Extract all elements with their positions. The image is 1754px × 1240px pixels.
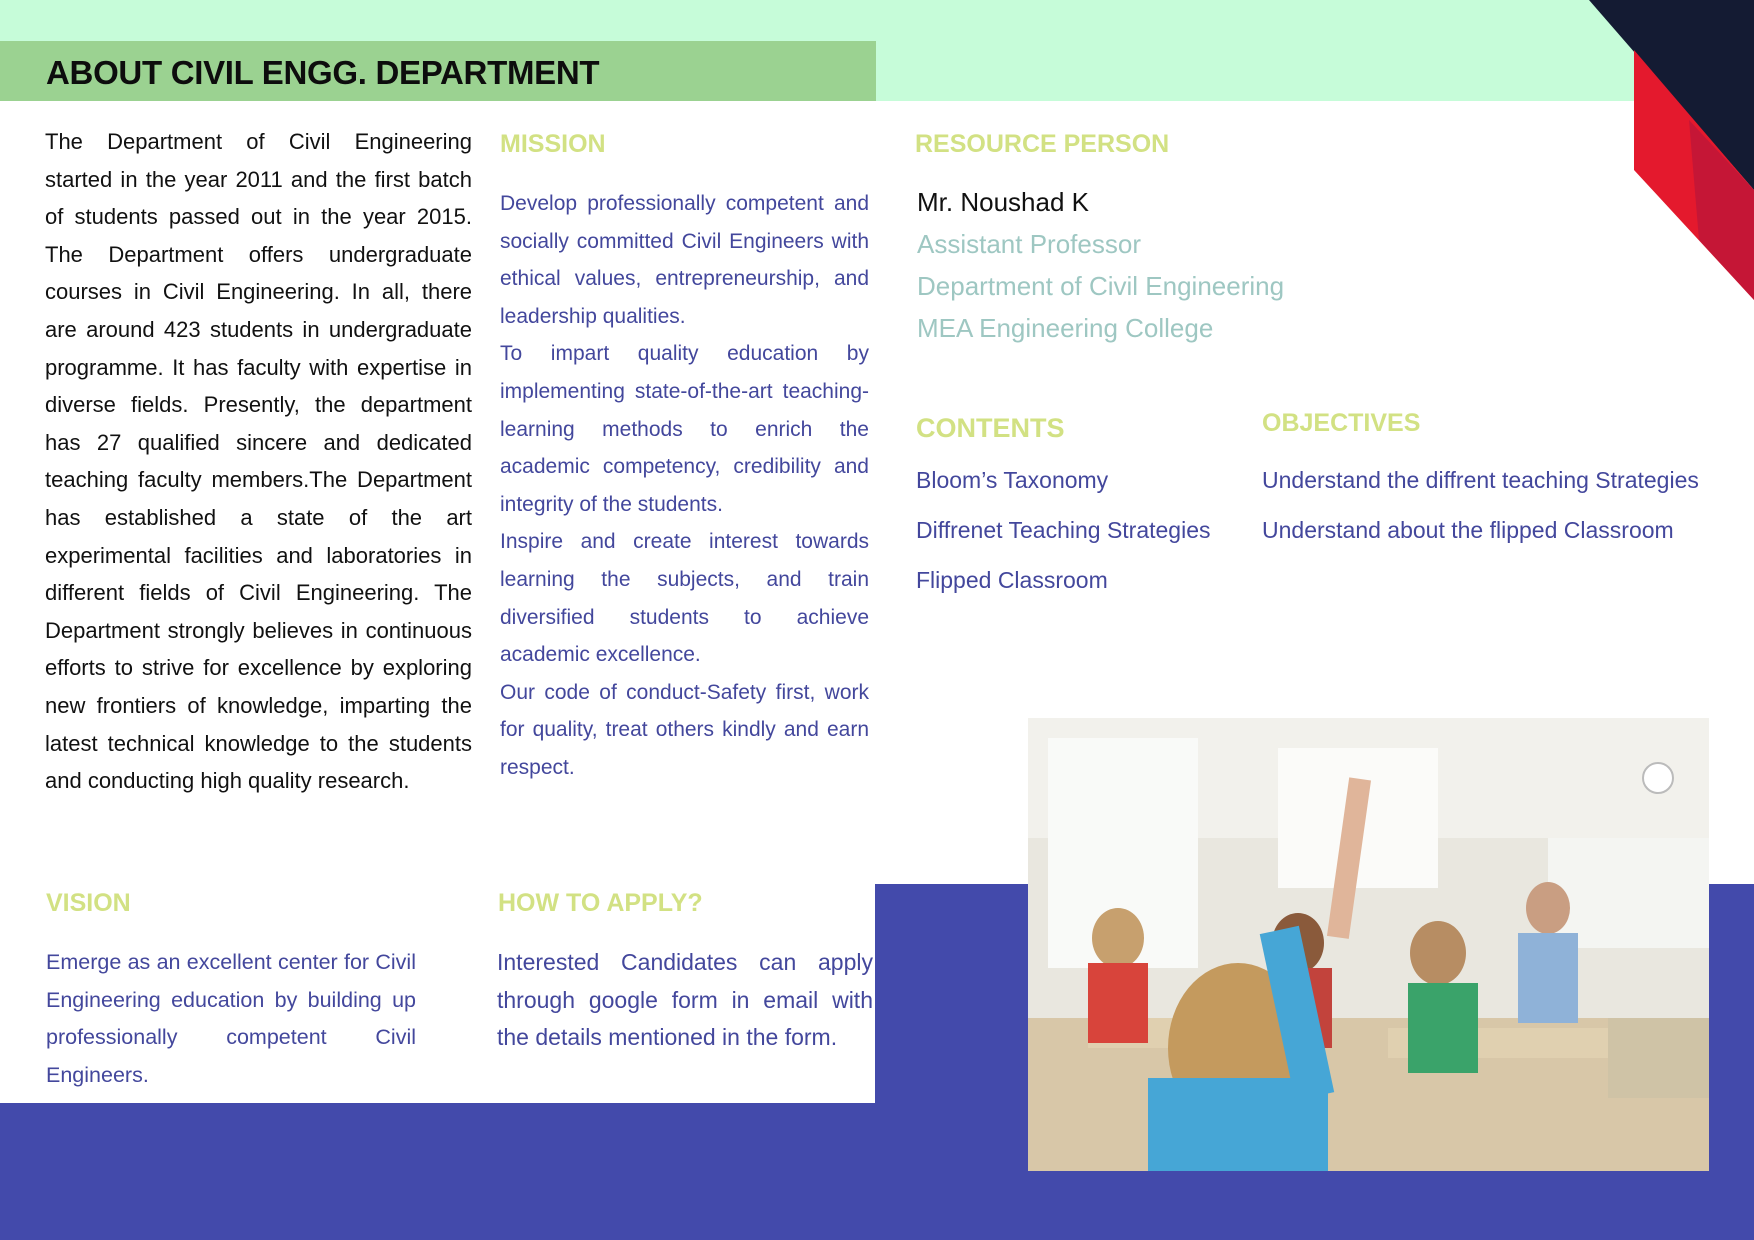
resource-person-designation: Assistant Professor [917,229,1141,259]
contents-list [916,462,1211,612]
mission-heading: MISSION [500,130,606,158]
objectives-item: Understand about the flipped Classroom [1262,517,1674,543]
mission-item: Develop professionally competent and socially committed Civil Engineers with ethical values, entrepreneurship, and leadership qualities. [500,192,869,328]
bottom-band-left [0,1103,876,1240]
objectives-item: Understand the diffrent teaching Strategies [1262,467,1699,493]
contents-item: Diffrenet Teaching Strategies [916,517,1211,543]
how-to-apply-heading: HOW TO APPLY? [498,889,703,917]
objectives-heading: OBJECTIVES [1262,409,1421,437]
mission-item: Inspire and create interest towards learning the subjects, and train diversified students to achieve academic excellence. [500,530,869,667]
contents-item: Flipped Classroom [916,567,1108,593]
corner-decoration [1559,0,1754,310]
resource-person-heading: RESOURCE PERSON [915,130,1170,158]
vision-text: Emerge as an excellent center for Civil Engineering education by building up professionally competent Civil Engineers. [46,950,416,1087]
resource-person-name: Mr. Noushad K [917,187,1089,217]
mission-list [500,185,869,787]
resource-person-department: Department of Civil Engineering [917,271,1285,301]
contents-item: Bloom’s Taxonomy [916,467,1109,493]
classroom-photo [1028,718,1709,1171]
about-department-text: The Department of Civil Engineering started in the year 2011 and the first batch of students passed out in the year 2015. The Department offers undergraduate courses in Civil Engineering. In all, there are around 423 students in undergraduate programme. It has faculty with expertise in diverse fields. Presently, the department has 27 qualified sincere and dedicated teaching faculty members.The Department has established a state of the art experimental facilities and laboratories in different fields of Civil Engineering. The Department strongly believes in continuous efforts to strive for excellence by exploring new frontiers of knowledge, imparting the latest technical knowledge to the students and conducting high quality research. [45,129,472,794]
resource-person-college: MEA Engineering College [917,313,1214,343]
mission-item: Our code of conduct-Safety first, work for quality, treat others kindly and earn respect. [500,680,869,779]
vision-heading: VISION [46,889,131,917]
how-to-apply-text: Interested Candidates can apply through google form in email with the details mentioned in the form. [497,949,873,1051]
mission-item: To impart quality education by implementing state-of-the-art teaching-learning methods to enrich the academic competency, credibility and integrity of the students. [500,342,869,516]
page-title: ABOUT CIVIL ENGG. DEPARTMENT [46,54,600,91]
objectives-list [1262,462,1699,562]
contents-heading: CONTENTS [916,413,1065,443]
